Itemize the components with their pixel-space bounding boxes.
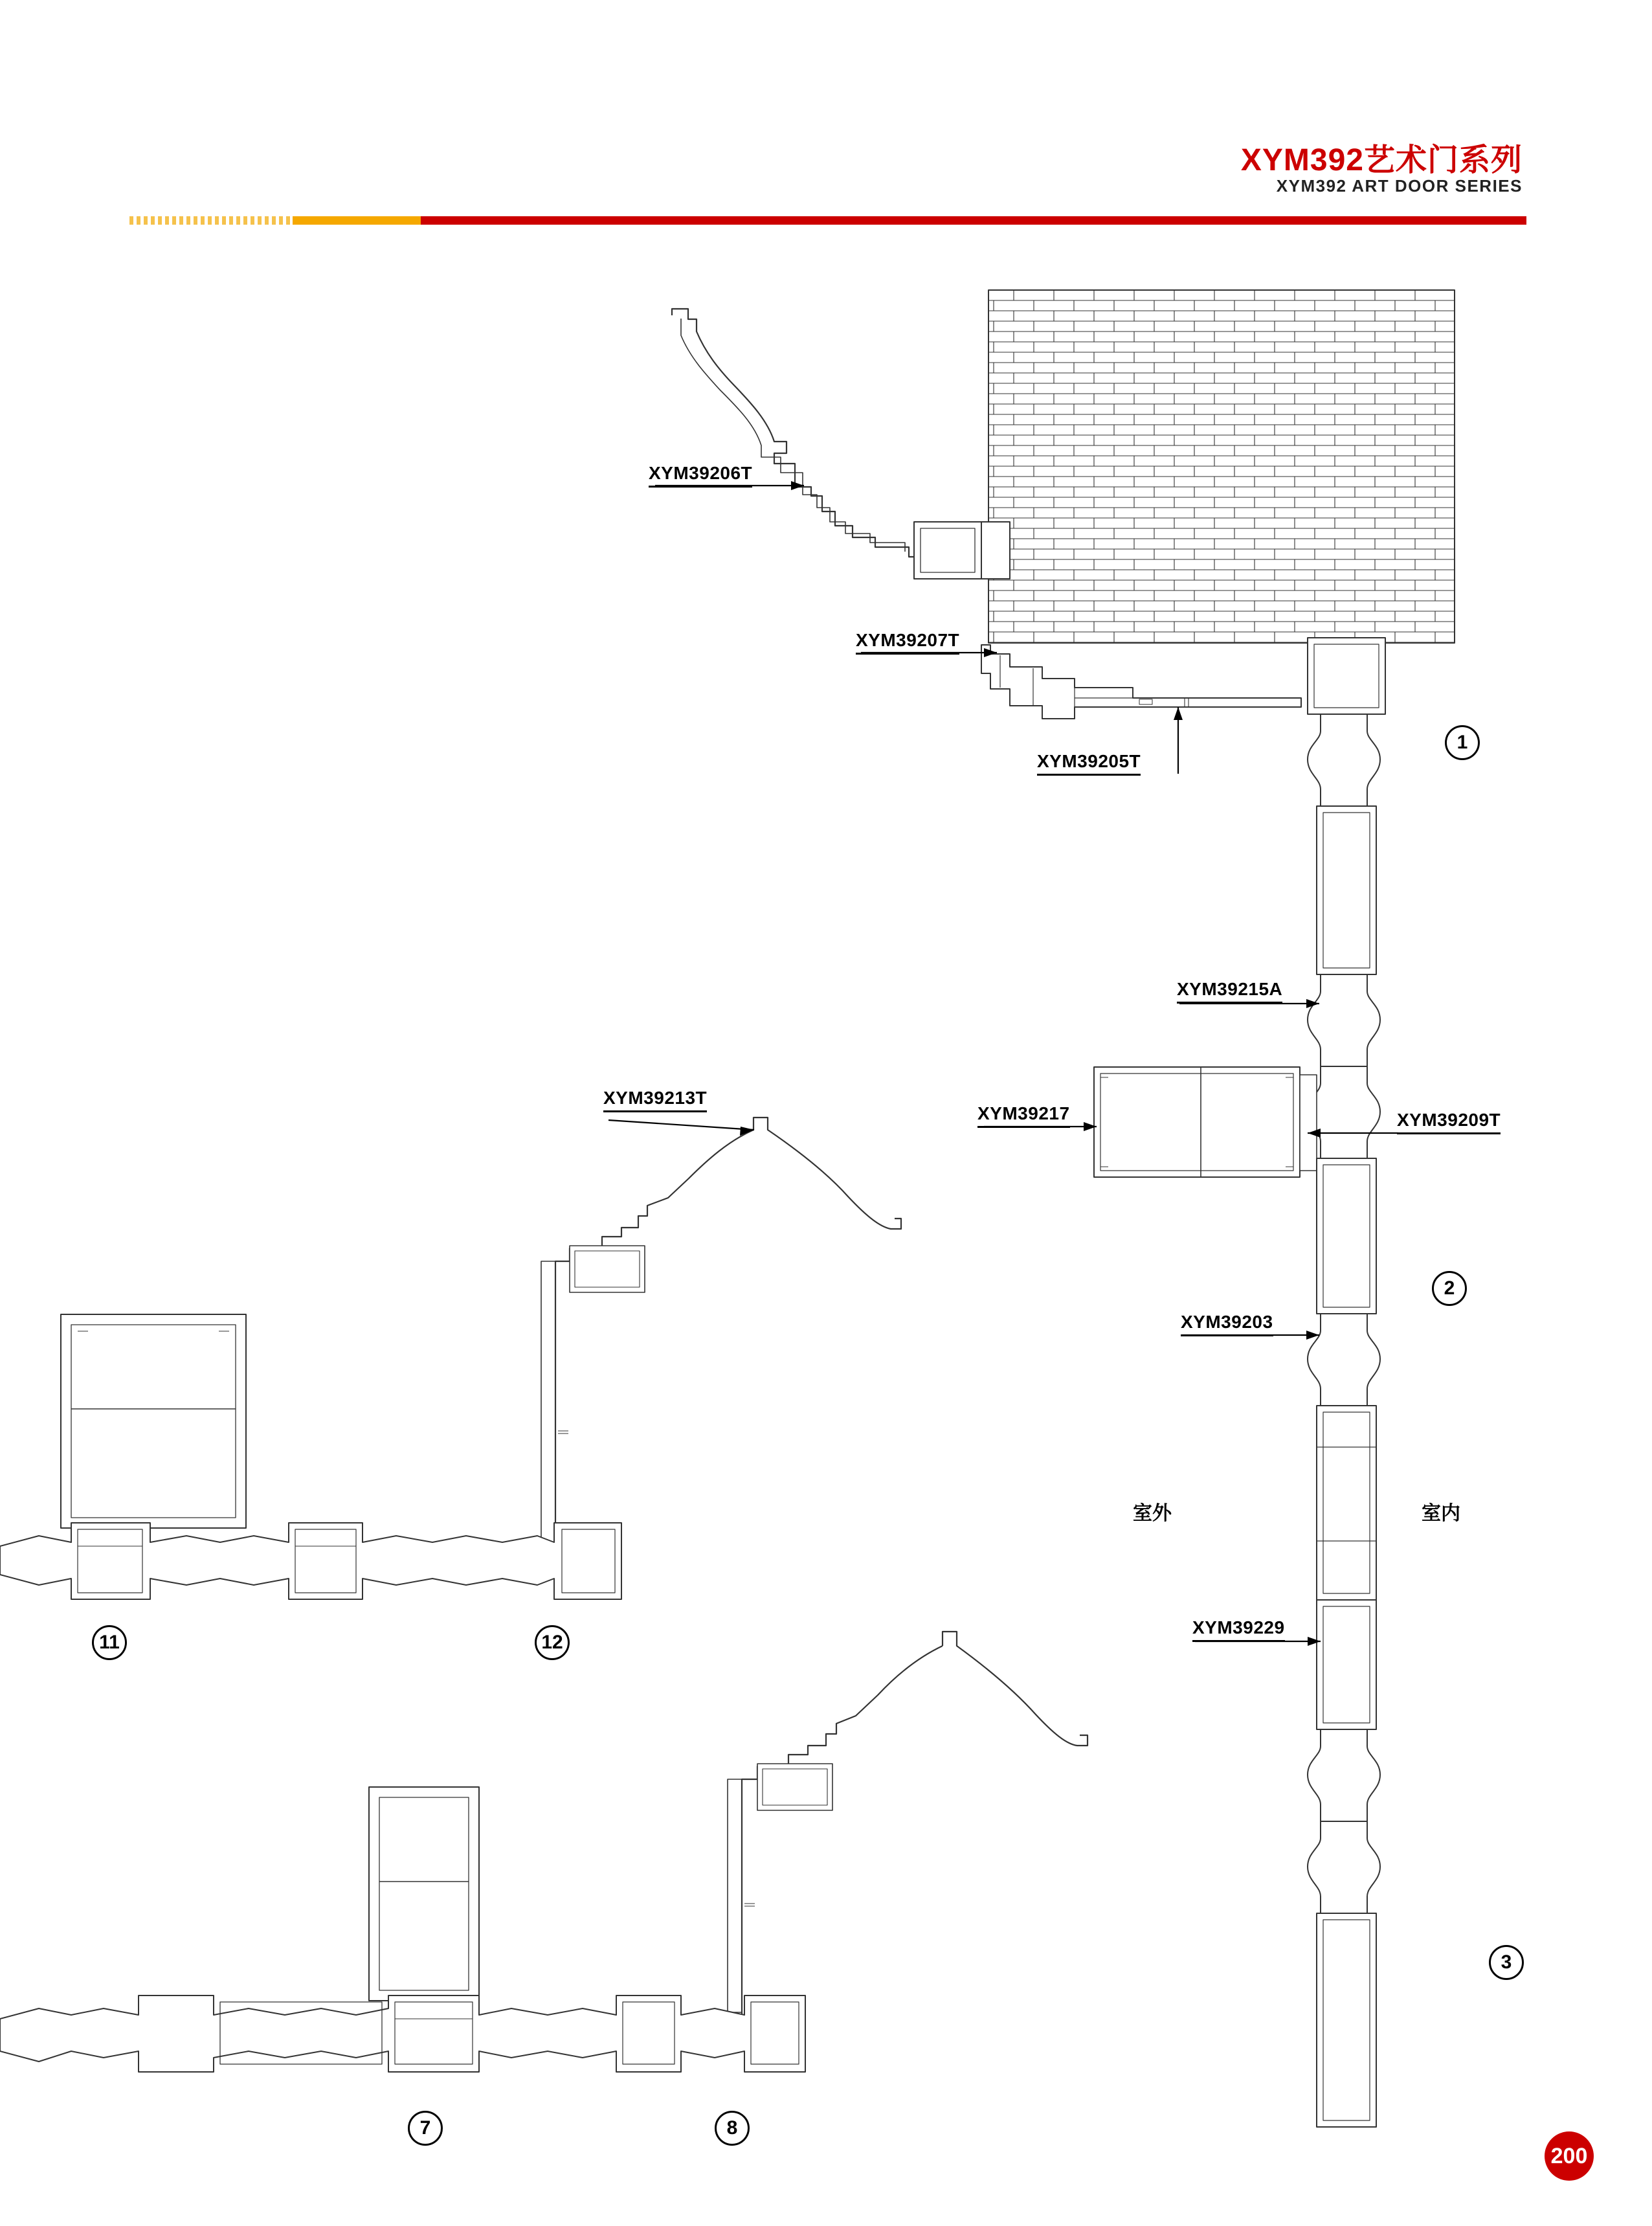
part-label-xym39207t: XYM39207T [856, 630, 959, 655]
page-number: 200 [1545, 2131, 1594, 2181]
callout-7: 7 [408, 2111, 443, 2146]
annotation-inside: 室内 [1422, 1503, 1460, 1524]
part-label-xym39203: XYM39203 [1181, 1312, 1273, 1336]
annotation-outside: 室外 [1133, 1503, 1172, 1524]
callout-3: 3 [1489, 1945, 1524, 1980]
part-label-xym39213t: XYM39213T [603, 1088, 707, 1112]
page-title-en: XYM392 ART DOOR SERIES [1276, 176, 1523, 196]
callout-11: 11 [92, 1625, 127, 1660]
page-title-cn: XYM392艺术门系列 [1240, 143, 1523, 177]
callout-8: 8 [715, 2111, 750, 2146]
part-label-xym39215a: XYM39215A [1177, 979, 1282, 1004]
part-label-xym39229: XYM39229 [1192, 1617, 1285, 1642]
callout-12: 12 [535, 1625, 570, 1660]
callout-1: 1 [1445, 725, 1480, 760]
part-label-xym39217: XYM39217 [977, 1103, 1070, 1128]
part-label-xym39209t: XYM39209T [1397, 1110, 1501, 1134]
callout-2: 2 [1432, 1271, 1467, 1306]
part-label-xym39205t: XYM39205T [1037, 751, 1141, 776]
part-label-xym39206t: XYM39206T [649, 463, 752, 488]
